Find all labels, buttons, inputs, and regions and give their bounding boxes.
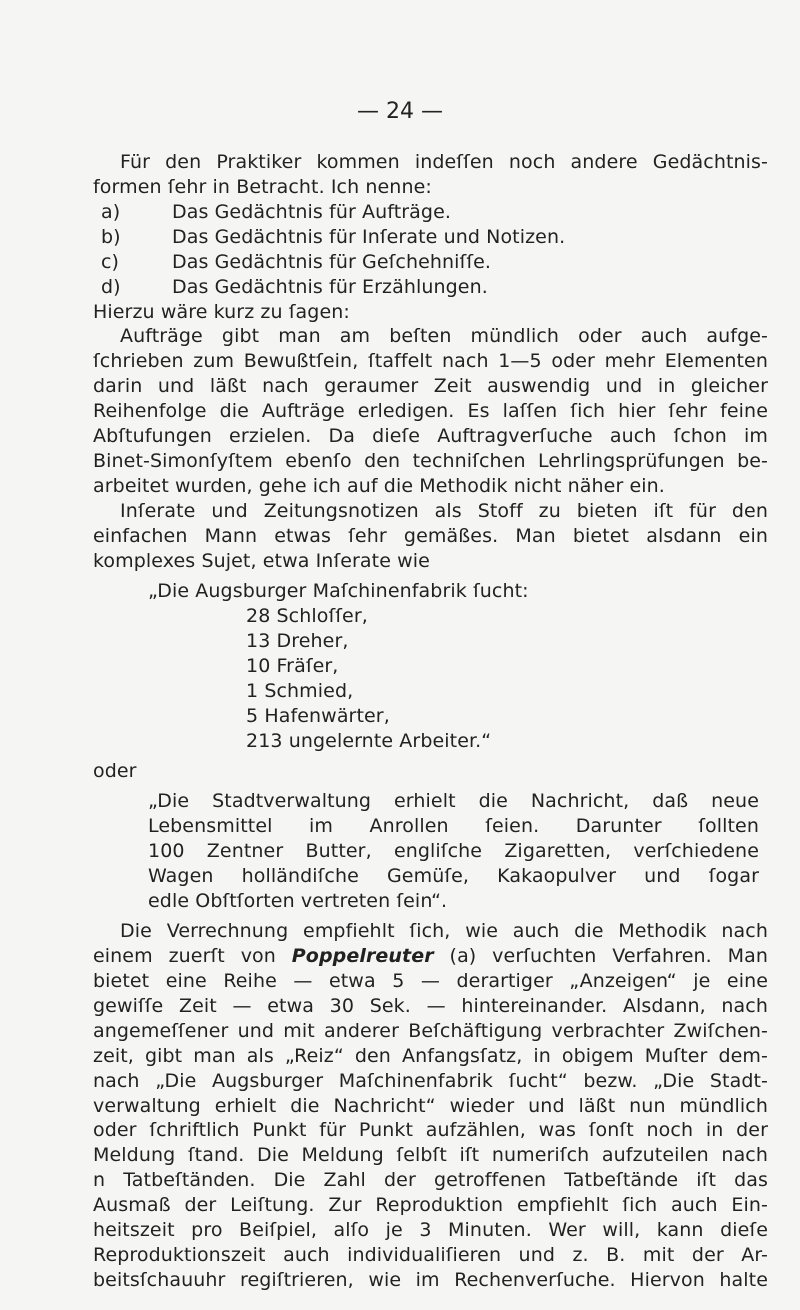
verrechnung-line-4: gewiſſe Zeit — etwa 30 Sek. — hintereinander. Alsdann, nach	[93, 994, 768, 1017]
paragraph-hierzu: Hierzu wäre kurz zu ſagen:	[93, 300, 350, 323]
quote2-line-2: Lebensmittel im Anrollen ſeien. Darunter ſollten	[148, 815, 759, 838]
verrechnung-line-7: nach „Die Augsburger Maſchinenfabrik ſucht“ bezw. „Die Stadt-	[93, 1069, 768, 1092]
list-item: Das Gedächtnis für Inſerate und Notizen.	[172, 225, 566, 248]
verrechnung-line-12: Ausmaß der Leiſtung. Zur Reproduktion empfiehlt ſich auch Ein-	[93, 1194, 768, 1217]
intro-line-1: Für den Praktiker kommen indeſſen noch andere Gedächtnis-	[120, 151, 768, 173]
verrechnung-line-10: Meldung ſtand. Die Meldung ſelbſt iſt numeriſch aufzuteilen nach	[93, 1144, 768, 1167]
verrechnung-line-2	[93, 944, 768, 968]
verrechnung-line-14: Reproduktionszeit auch individualiſieren und z. B. mit der Ar-	[93, 1244, 768, 1267]
list-item-marker: b)	[101, 225, 121, 248]
conjunction-oder: oder	[93, 759, 137, 782]
auftraege-line-5: Abſtufungen erzielen. Da dieſe Auftragverſuche auch ſchon im	[93, 425, 768, 448]
auftraege-line-6: Binet-Simonſyſtem ebenſo den techniſchen Lehrlingsprüfungen be-	[93, 450, 768, 473]
verrechnung-line-5: angemeſſener und mit anderer Beſchäftigung verbrachter Zwiſchen-	[93, 1019, 768, 1042]
verrechnung-line-6: zeit, gibt man als „Reiz“ den Anfangsſatz, in obigem Muſter dem-	[93, 1044, 768, 1067]
list-item: Das Gedächtnis für Erzählungen.	[172, 275, 488, 298]
quote-list-item: 28 Schloſſer,	[246, 604, 368, 627]
inserate-line-1: Inſerate und Zeitungsnotizen als Stoff zu bieten iſt für den	[120, 499, 768, 522]
auftraege-line-4: Reihenfolge die Aufträge erledigen. Es laſſen ſich hier ſehr feine	[93, 400, 768, 423]
verrechnung-line-15: beitsſchauuhr regiſtrieren, wie im Rechenverſuche. Hiervon halte	[93, 1269, 768, 1291]
list-item: Das Gedächtnis für Aufträge.	[172, 200, 451, 223]
verrechnung-line-13: heitszeit pro Beiſpiel, alſo je 3 Minuten. Wer will, kann dieſe	[93, 1219, 768, 1242]
quote-list-item: 213 ungelernte Arbeiter.“	[246, 729, 492, 752]
quote2-line-5: edle Obſtſorten vertreten ſein“.	[148, 889, 448, 912]
quote2-line-3: 100 Zentner Butter, engliſche Zigaretten, verſchiedene	[148, 839, 759, 862]
list-item-marker: d)	[101, 275, 121, 298]
list-item-marker: a)	[101, 200, 121, 223]
auftraege-line-1: Aufträge gibt man am beſten mündlich oder auch aufge-	[120, 325, 768, 348]
quote-title: „Die Augsburger Maſchinenfabrik ſucht:	[148, 580, 529, 603]
text-run: (a) verſuchten Verfahren. Man	[433, 944, 769, 967]
auftraege-line-3: darin und läßt nach geraumer Zeit auswendig und in gleicher	[93, 375, 768, 398]
verrechnung-line-8: verwaltung erhielt die Nachricht“ wieder und läßt nun mündlich	[93, 1094, 768, 1117]
intro-line-2: formen ſehr in Betracht. Ich nenne:	[93, 175, 432, 198]
verrechnung-line-1: Die Verrechnung empfiehlt ſich, wie auch die Methodik nach	[120, 920, 768, 943]
verrechnung-line-11: n Tatbeſtänden. Die Zahl der getroffenen Tatbeſtände iſt das	[93, 1169, 768, 1192]
page-number: — 24 —	[357, 99, 443, 124]
inserate-line-3: komplexes Sujet, etwa Inſerate wie	[93, 549, 430, 572]
author-name: Poppelreuter	[291, 944, 434, 967]
quote-list-item: 1 Schmied,	[246, 679, 354, 702]
auftraege-line-7: arbeitet wurden, gehe ich auf die Methodik nicht näher ein.	[93, 475, 665, 497]
inserate-line-2: einfachen Mann etwas ſehr gemäßes. Man bietet alsdann ein	[93, 524, 768, 547]
list-item: Das Gedächtnis für Geſchehniſſe.	[172, 250, 492, 273]
list-item-marker: c)	[101, 250, 120, 273]
quote2-line-1: „Die Stadtverwaltung erhielt die Nachricht, daß neue	[148, 790, 759, 813]
auftraege-line-2: ſchrieben zum Bewußtſein, ſtaffelt nach 1—5 oder mehr Elementen	[93, 350, 768, 373]
quote-list-item: 13 Dreher,	[246, 629, 349, 652]
quote2-line-4: Wagen holländiſche Gemüſe, Kakaopulver und ſogar	[148, 864, 759, 887]
verrechnung-line-3: bietet eine Reihe — etwa 5 — derartiger „Anzeigen“ je eine	[93, 969, 768, 992]
quote-list-item: 10 Fräſer,	[246, 654, 339, 677]
text-run: einem zuerſt von	[93, 944, 292, 967]
quote-list-item: 5 Hafenwärter,	[246, 704, 390, 727]
verrechnung-line-9: oder ſchriftlich Punkt für Punkt aufzählen, was ſonſt noch in der	[93, 1119, 768, 1142]
